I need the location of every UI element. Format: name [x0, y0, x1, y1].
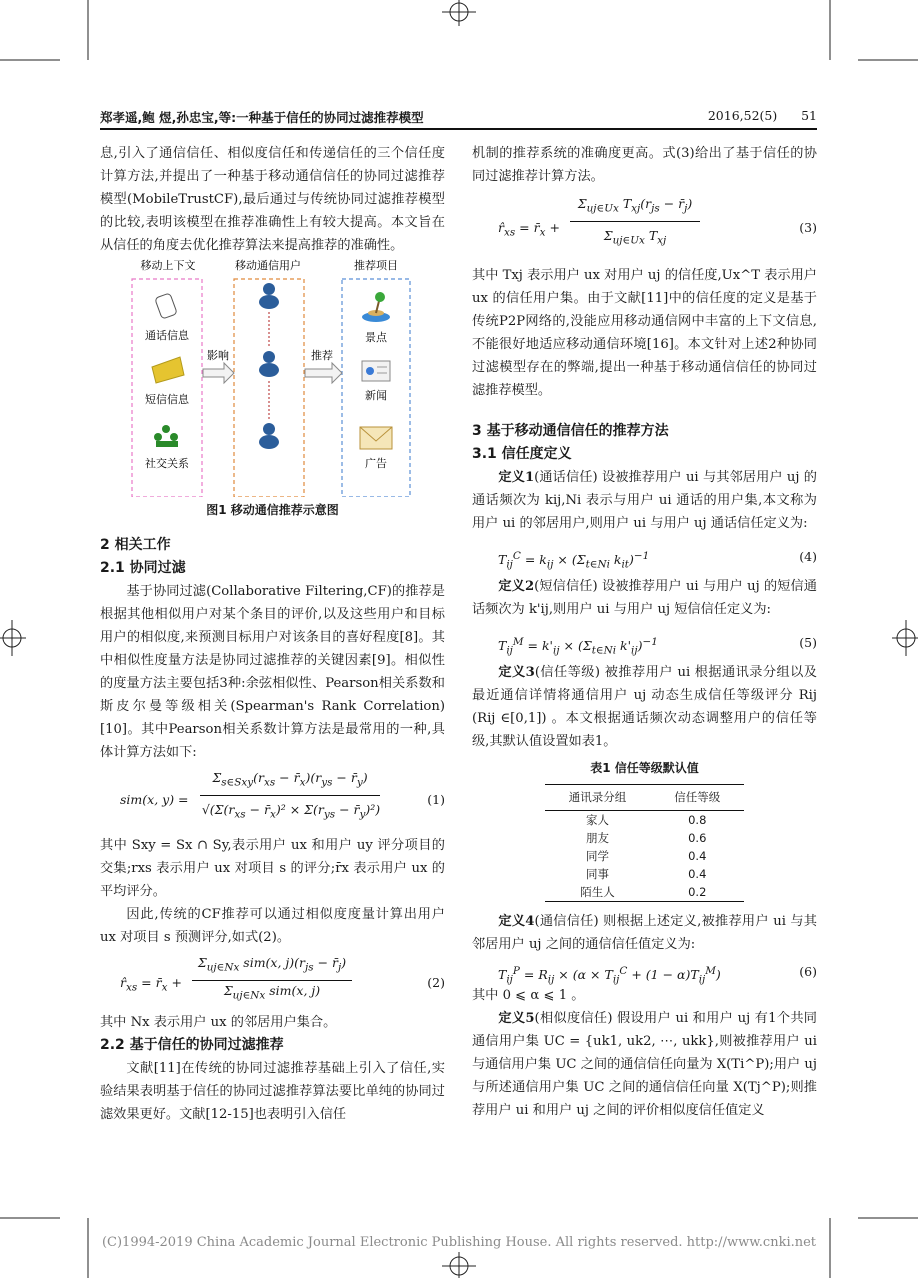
equation-3: $r̂_{xs}$ = $r̄_x$ + $\Sigma_{uj\in Ux}$ $T_{xj}(r_{js}$ − $r̄_j$) $\Sigma_{uj\in Ux}$ $T_{xj}$ (3)	[472, 188, 817, 264]
section-2-2-heading: 2.2 基于信任的协同过滤推荐	[100, 1037, 284, 1053]
section-3-heading: 3 基于移动通信信任的推荐方法	[472, 423, 669, 439]
table-row	[545, 811, 745, 830]
figure-1-diagram	[100, 257, 445, 497]
ad-envelope-icon	[360, 427, 392, 449]
equation-1: sim(x, y) = $\Sigma_{s\in Sxy}(r_{xs}$ − $r̄_x)(r_{ys}$ − $r̄_y$) $√(\Sigma(r_{xs}$ − $r̄_x)^2 \times \Sigma(r_{ys}$ − $r̄_y)^2$) (1)	[100, 764, 445, 834]
definition-3-text: (信任等级) 被推荐用户 ui 根据通讯录分组以及最近通信详情将通信用户 uj 动态生成信任等级评分 Rij (Rij ∈[0,1]) 。本文根据通话频次动态调整用户的信任等级,其默认值设置如表1。	[472, 665, 817, 749]
running-header	[100, 108, 817, 128]
definition-2	[472, 575, 817, 621]
definition-2-text: (短信信任) 设被推荐用户 ui 与用户 uj 的短信通话频次为 k'ij,则用户 ui 与用户 uj 短信信任定义为:	[472, 579, 817, 617]
header-page: 51	[801, 108, 817, 123]
definition-1-text: (通话信任) 设被推荐用户 ui 与其邻居用户 uj 的通话频次为 kij,Ni 表示与用户 ui 通话的用户集,本文称为用户 ui 的邻居用户,则用户 ui 与用户 uj 通话信任定义为:	[472, 470, 817, 531]
left-paragraph-4: 因此,传统的CF推荐可以通过相似度度量计算出用户 ux 对项目 s 预测评分,如式(2)。	[100, 907, 445, 945]
right-paragraph-1: 机制的推荐系统的准确度更高。式(3)给出了基于信任的协同过滤推荐计算方法。	[472, 146, 817, 184]
table-cell: 0.2	[650, 883, 744, 902]
equation-1-number: (1)	[427, 792, 445, 807]
definition-5	[472, 1007, 817, 1122]
island-icon	[362, 292, 390, 322]
left-paragraph-3: 其中 Sxy = Sx ∩ Sy,表示用户 ux 和用户 uy 评分项目的交集;rxs 表示用户 ux 对项目 s 的评分;r̄x 表示用户 ux 的平均评分。	[100, 838, 445, 899]
definition-5-label: 定义5	[498, 1011, 535, 1026]
phone-icon	[155, 293, 178, 319]
equation-2-number: (2)	[427, 975, 445, 990]
figure-1-caption: 图1 移动通信推荐示意图	[206, 503, 339, 517]
fig-label-call: 通话信息	[145, 329, 189, 342]
equation-5: $T_{ij}^M = k'_{ij} \times (\Sigma_{t\in Ni}$ $k'_{ij})^{-1}$ (5)	[472, 621, 817, 661]
fig-label-social: 社交关系	[145, 457, 189, 470]
equation-4-number: (4)	[799, 549, 817, 564]
fig-label-users: 移动通信用户	[235, 259, 301, 272]
table-cell: 0.4	[688, 849, 707, 863]
equation-2: $r̂_{xs}$ = $r̄_x$ + $\Sigma_{uj\in Nx}$ sim(x, $j)(r_{js}$ − $r̄_j$) $\Sigma_{uj\in Nx}$ sim(x, j) (2)	[100, 949, 445, 1011]
influence-arrow	[203, 363, 234, 383]
table-1-caption: 表1 信任等级默认值	[590, 761, 699, 775]
left-paragraph-5: 其中 Nx 表示用户 ux 的邻居用户集合。	[100, 1015, 337, 1030]
table-cell: 同事	[586, 867, 609, 881]
recommend-arrow	[305, 363, 342, 383]
equation-4: $T_{ij}^C = k_{ij} \times (\Sigma_{t\in Ni}$ $k_{it})^{-1}$ (4)	[472, 535, 817, 575]
header-authors-title: 郑孝遥,鲍 煜,孙忠宝,等:一种基于信任的协同过滤推荐模型	[100, 110, 424, 125]
header-issue: 2016,52(5)	[707, 108, 778, 123]
user-icon-top	[259, 283, 279, 309]
users-box	[234, 279, 304, 497]
definition-3	[472, 661, 817, 753]
definition-1	[472, 466, 817, 535]
definition-5-text: (相似度信任) 假设用户 ui 和用户 uj 有1个共同通信用户集 UC = {uk1, uk2, ⋯, ukk},则被推荐用户 ui 与通信用户集 UC 之间的通信信任向量为 X(Ti^P);用户 uj 与所述通信用户集 UC 之间的通信信任向量 X(Tj^P);则推荐用户 ui 和用户 uj 之间的评价相似度信任值定义	[472, 1011, 817, 1118]
table-row	[545, 883, 745, 902]
fig-label-sms: 短信信息	[145, 393, 189, 406]
table-cell: 0.4	[688, 867, 707, 881]
news-icon	[362, 361, 390, 381]
right-column	[472, 142, 817, 1122]
definition-4-label: 定义4	[498, 914, 535, 929]
section-3-1-heading: 3.1 信任度定义	[472, 446, 572, 462]
sms-icon	[152, 357, 184, 383]
definition-2-label: 定义2	[498, 579, 535, 594]
equation-6-number: (6)	[799, 964, 817, 979]
fig-label-ads: 广告	[365, 457, 387, 470]
table-cell: 同学	[586, 849, 609, 863]
definition-3-label: 定义3	[498, 665, 535, 680]
right-paragraph-3: 其中 0 ⩽ α ⩽ 1 。	[472, 988, 585, 1003]
table-cell: 0.8	[688, 813, 707, 827]
equation-5-number: (5)	[799, 635, 817, 650]
header-issue-page	[708, 108, 817, 123]
equation-3-number: (3)	[799, 220, 817, 235]
table-cell: 0.6	[688, 831, 707, 845]
table-row	[545, 865, 745, 883]
section-2-heading: 2 相关工作	[100, 537, 171, 553]
table-1	[545, 784, 745, 902]
left-column	[100, 142, 445, 1126]
table-row	[545, 829, 745, 847]
definition-1-label: 定义1	[498, 470, 535, 485]
header-rule	[100, 128, 817, 130]
equation-6: $T_{ij}^P = R_{ij} \times (\alpha \times T_{ij}^C + (1 - \alpha)T_{ij}^M)$ (6)	[472, 956, 817, 984]
table-cell: 朋友	[586, 831, 609, 845]
fig-label-recommend: 推荐	[311, 349, 333, 362]
table-cell: 家人	[586, 813, 609, 827]
definition-4	[472, 910, 817, 956]
user-icon-bottom	[259, 423, 279, 449]
fig-label-ctx: 移动上下文	[140, 259, 196, 272]
left-paragraph-1: 息,引入了通信信任、相似度信任和传递信任的三个信任度计算方法,并提出了一种基于移动通信信任的协同过滤推荐模型(MobileTrustCF),最后通过与传统协同过滤推荐模型的比较,表明该模型在推荐准确性上有较大提高。本文旨在从信任的角度去优化推荐算法来提高推荐的准确性。	[100, 146, 445, 253]
fig-label-items: 推荐项目	[354, 259, 398, 272]
table-row	[545, 847, 745, 865]
copyright-footer: (C)1994-2019 China Academic Journal Electronic Publishing House. All rights reserved. http://www.cnki.net	[101, 1235, 817, 1250]
table-header-group: 通讯录分组	[545, 785, 651, 811]
left-paragraph-6: 文献[11]在传统的协同过滤推荐基础上引入了信任,实验结果表明基于信任的协同过滤推荐算法要比单纯的协同过滤效果更好。文献[12-15]也表明引入信任	[100, 1061, 445, 1122]
definition-4-text: (通信信任) 则根据上述定义,被推荐用户 ui 与其邻居用户 uj 之间的通信信任值定义为:	[472, 914, 817, 952]
user-icon-middle	[259, 351, 279, 377]
social-icon	[154, 425, 178, 447]
left-paragraph-2: 基于协同过滤(Collaborative Filtering,CF)的推荐是根据其他相似用户对某个条目的评价,以及这些用户和目标用户的相似度,来预测目标用户对该条目的喜好程度[8]。其中相似性度量方法是协同过滤推荐的关键因素[9]。相似性的度量方法主要包括3种:余弦相似性、Pearson相关系数和斯皮尔曼等级相关(Spearman's Rank Correlation)[10]。其中Pearson相关系数计算方法是最常用的一种,具体计算方法如下:	[100, 584, 445, 760]
table-header-level: 信任等级	[650, 785, 744, 811]
fig-label-news: 新闻	[365, 389, 387, 402]
section-2-1-heading: 2.1 协同过滤	[100, 560, 186, 576]
fig-label-influence: 影响	[207, 349, 229, 362]
table-cell: 陌生人	[545, 883, 651, 902]
fig-label-scenic: 景点	[365, 331, 387, 344]
figure-1	[100, 257, 445, 507]
right-paragraph-2: 其中 Txj 表示用户 ux 对用户 uj 的信任度,Ux^T 表示用户 ux 的信任用户集。由于文献[11]中的信任度的定义是基于传统P2P网络的,没能应用移动通信网中丰富的上下文信息,不能很好地适应移动通信环境[16]。本文针对上述2种协同过滤模型存在的弊端,提出一种基于移动通信信任的协同过滤推荐模型。	[472, 268, 817, 398]
